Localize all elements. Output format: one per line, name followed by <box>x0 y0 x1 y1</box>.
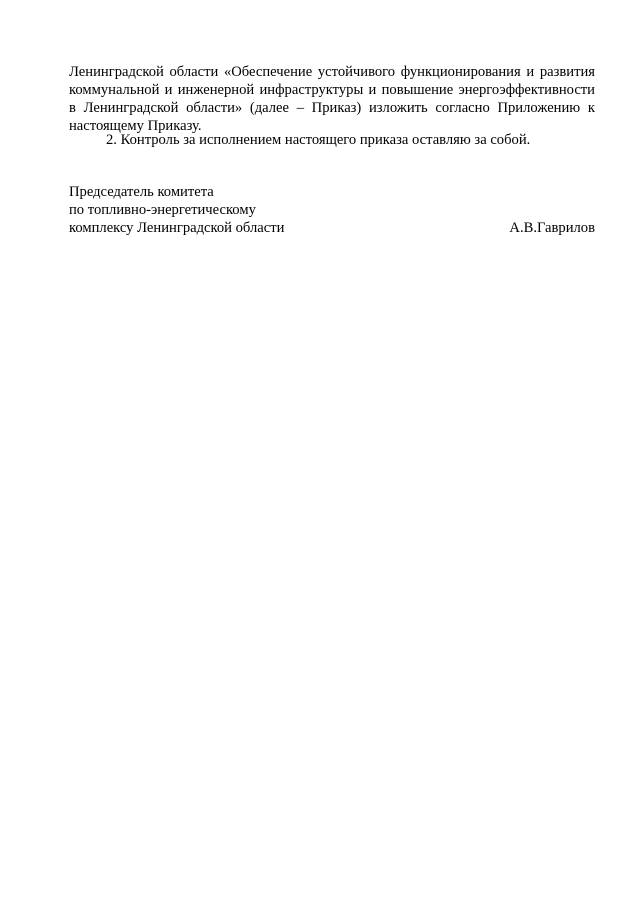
signature-position-line-2: по топливно-энергетическому <box>69 202 256 218</box>
signature-block <box>69 183 595 237</box>
paragraph-2: 2. Контроль за исполнением настоящего приказа оставляю за собой. <box>106 132 531 148</box>
signature-last-row <box>69 219 595 237</box>
signature-position-line-1: Председатель комитета <box>69 184 214 200</box>
signature-position-line-3: комплексу Ленинградской области <box>69 220 285 236</box>
signatory-name: А.В.Гаврилов <box>509 220 595 236</box>
paragraph-continuation: Ленинградской области «Обеспечение устойчивого функционирования и развития коммунальной и инженерной инфраструктуры и повышение энергоэффективности в Ленинградской области» (далее – Приказ) изложить согласно Приложению к настоящему Приказу. <box>69 64 595 134</box>
